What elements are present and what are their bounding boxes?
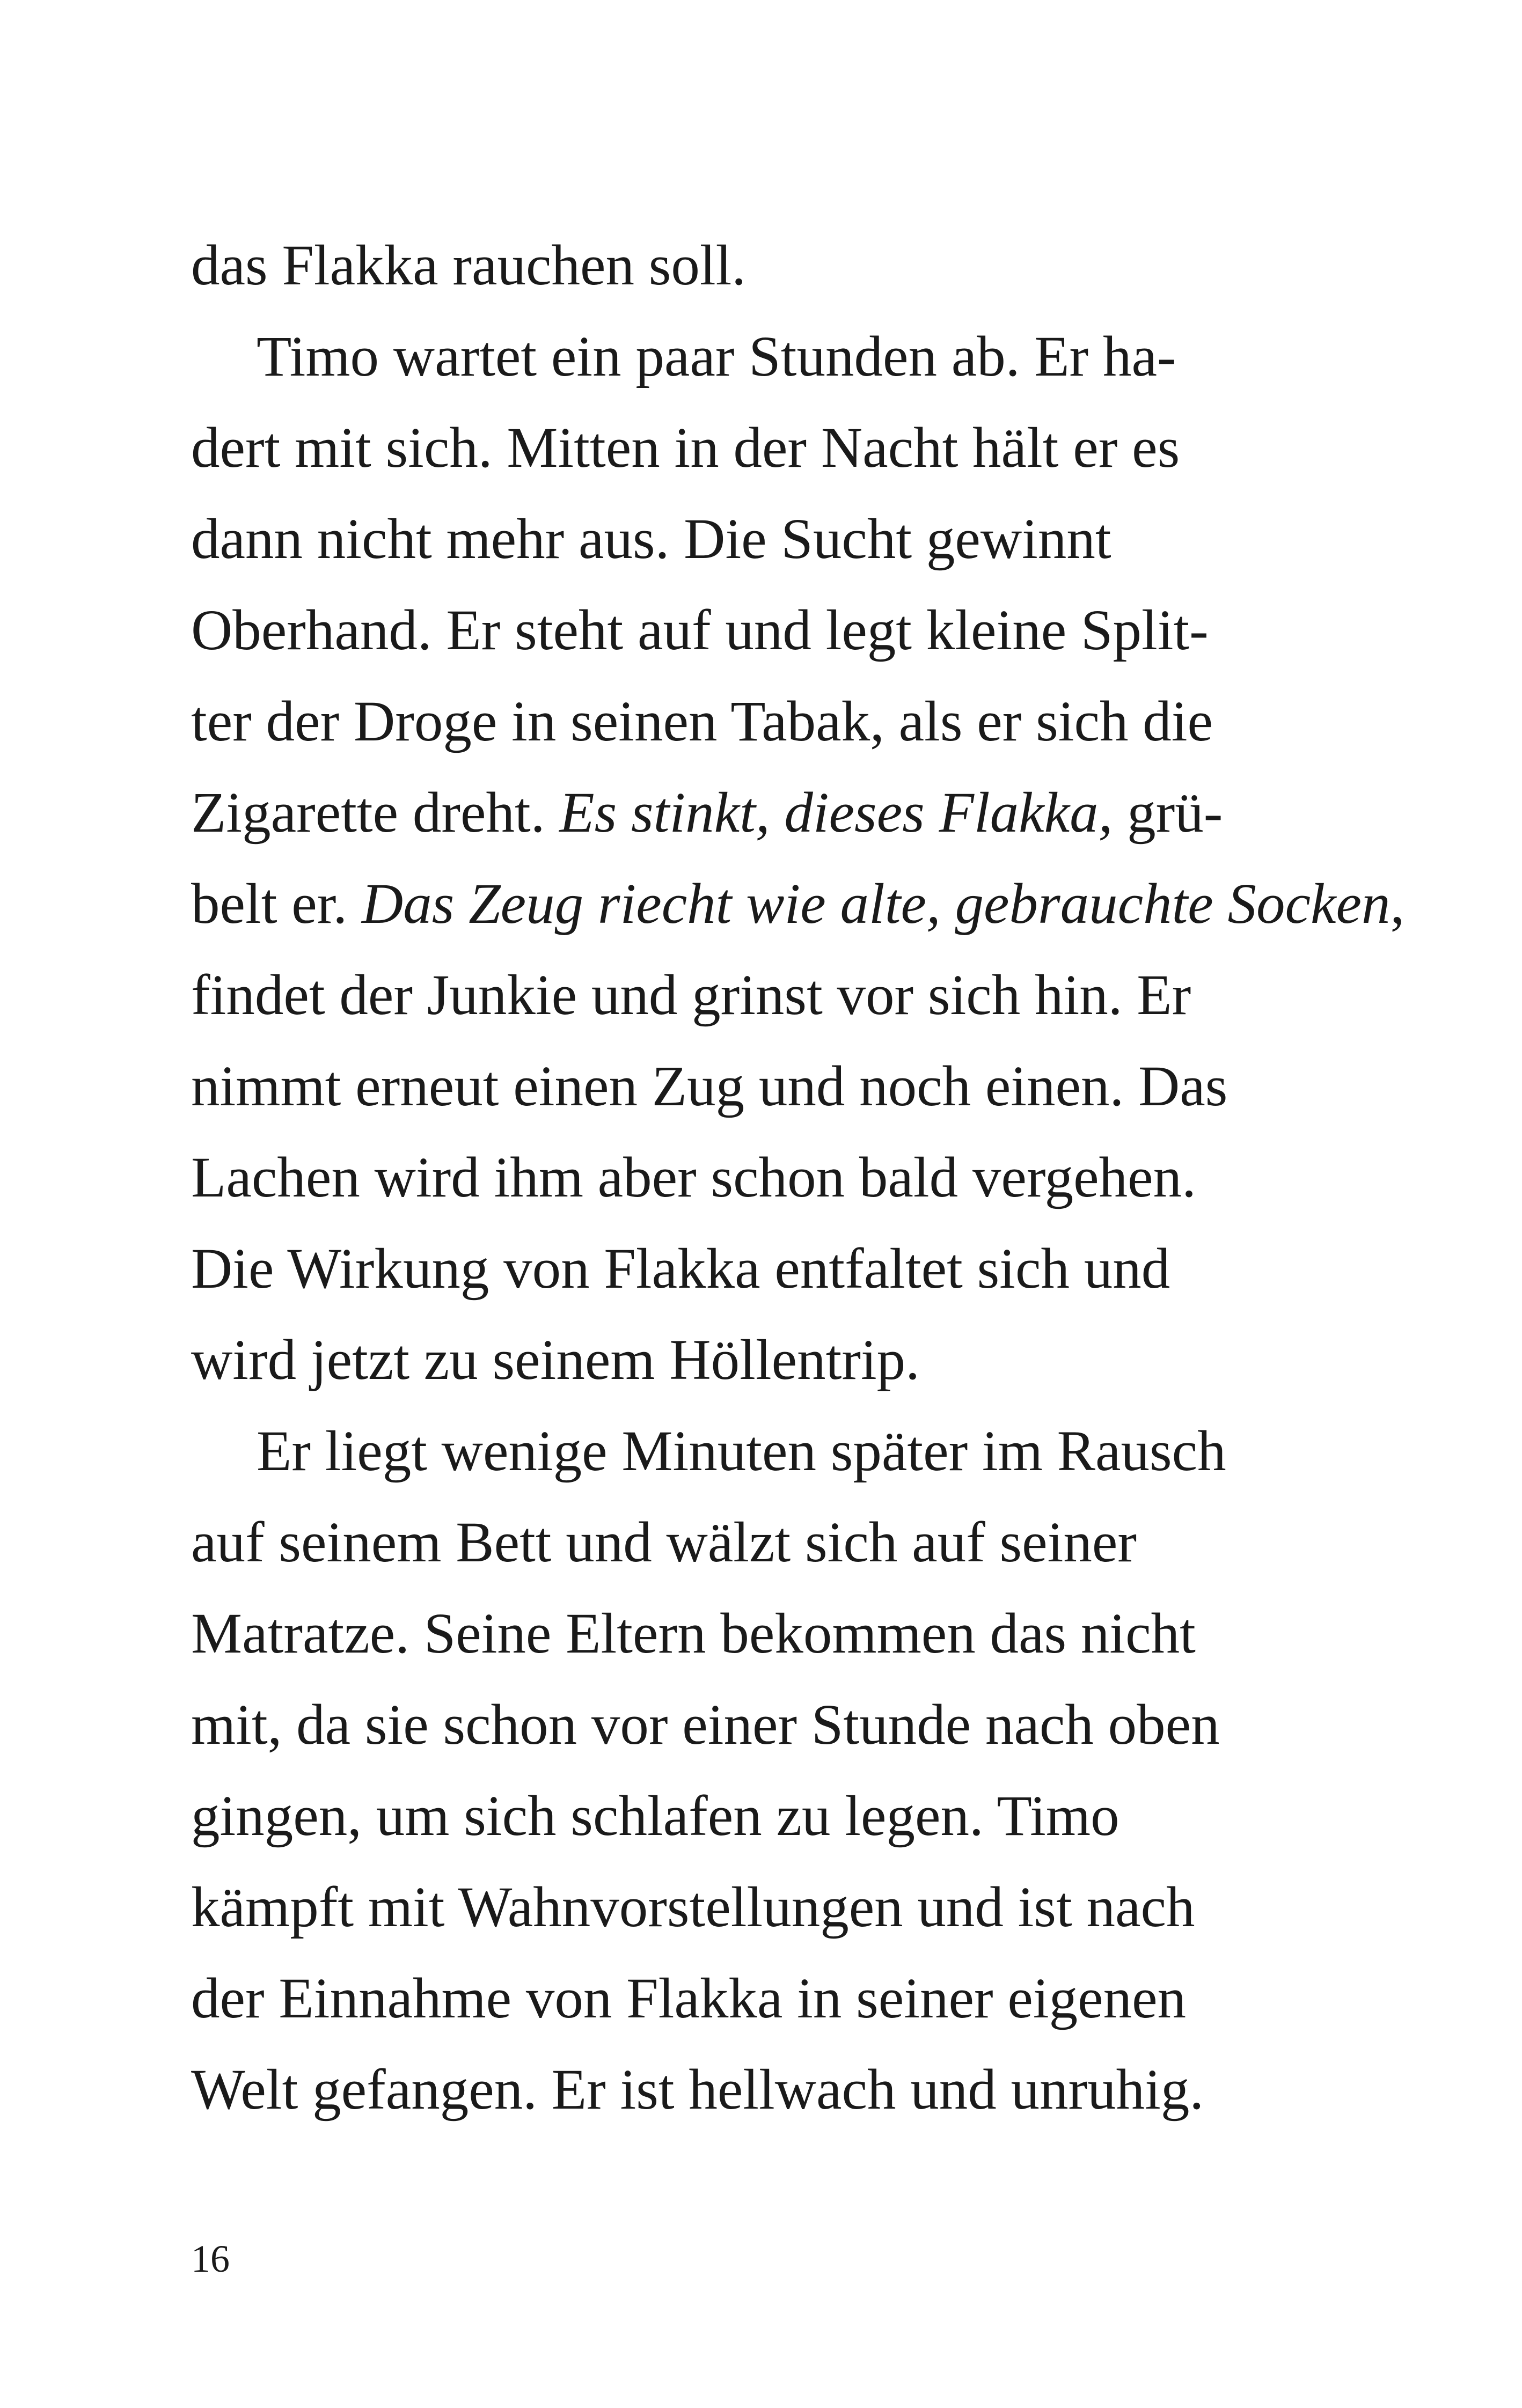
text-run: belt er. (191, 872, 362, 936)
text-line: Matratze. Seine Eltern bekommen das nicht (191, 1602, 1196, 1665)
paragraph-first-line: Er liegt wenige Minuten später im Rausch (257, 1420, 1226, 1483)
italic-thought: Das Zeug riecht wie alte, gebrauchte Socken (361, 872, 1391, 936)
text-line: mit, da sie schon vor einer Stunde nach oben (191, 1693, 1220, 1757)
text-line: dann nicht mehr aus. Die Sucht gewinnt (191, 508, 1111, 571)
italic-thought: Es stinkt, dieses Flakka, (559, 781, 1113, 845)
body-text (191, 220, 1405, 2135)
text-line: dert mit sich. Mitten in der Nacht hält er es (191, 416, 1180, 480)
text-line: ter der Droge in seinen Tabak, als er sich die (191, 690, 1213, 753)
text-line: der Einnahme von Flakka in seiner eigenen (191, 1967, 1187, 2030)
text-line: Die Wirkung von Flakka entfaltet sich und (191, 1237, 1170, 1301)
paragraph-first-line: Timo wartet ein paar Stunden ab. Er ha- (257, 325, 1176, 388)
text-line: gingen, um sich schlafen zu legen. Timo (191, 1785, 1119, 1848)
text-line: Welt gefangen. Er ist hellwach und unruhig. (191, 2058, 1204, 2121)
text-line: nimmt erneut einen Zug und noch einen. Das (191, 1055, 1228, 1118)
text-line (191, 767, 1323, 858)
text-run: grü- (1113, 781, 1223, 845)
text-run: Zigarette dreht. (191, 781, 560, 845)
text-line: auf seinem Bett und wälzt sich auf seiner (191, 1511, 1137, 1574)
text-line: kämpft mit Wahnvorstellungen und ist nach (191, 1876, 1195, 1939)
text-line: Oberhand. Er steht auf und legt kleine Split- (191, 599, 1209, 662)
text-run: , (1390, 872, 1405, 936)
text-line: wird jetzt zu seinem Höllentrip. (191, 1328, 920, 1392)
text-line: findet der Junkie und grinst vor sich hin. Er (191, 964, 1191, 1027)
text-line (191, 858, 1405, 950)
text-line: das Flakka rauchen soll. (191, 234, 747, 297)
text-line: Lachen wird ihm aber schon bald vergehen. (191, 1146, 1196, 1209)
page-number: 16 (191, 2237, 230, 2280)
